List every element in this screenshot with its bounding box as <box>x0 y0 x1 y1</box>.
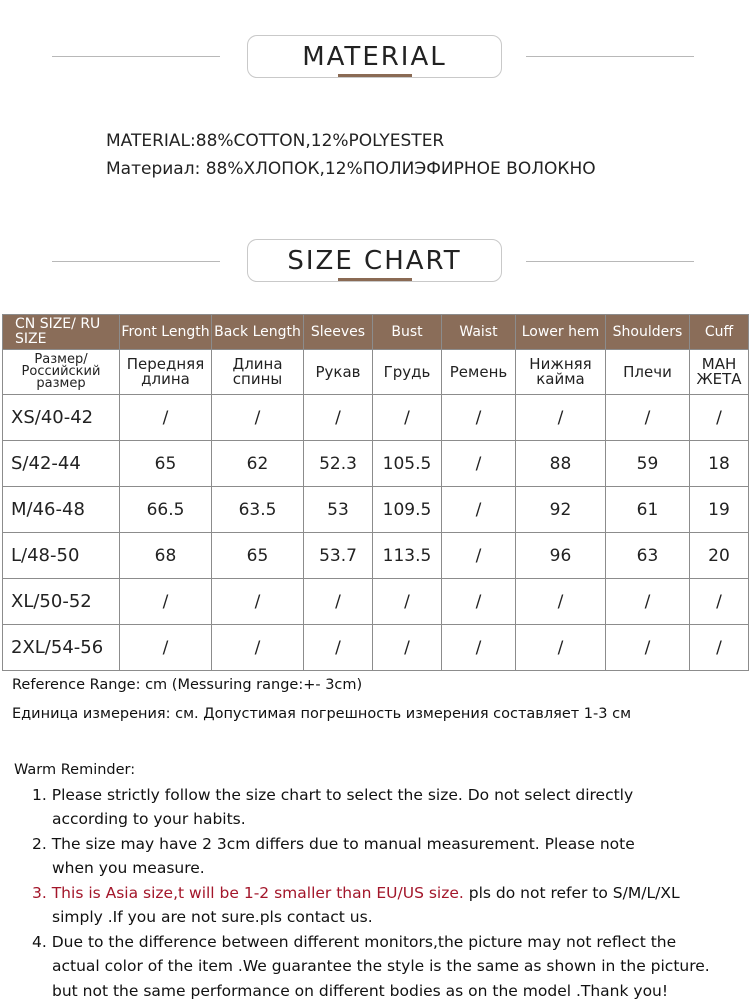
size-chart-heading-text: SIZE CHART <box>287 246 461 276</box>
table-cell: / <box>212 579 304 625</box>
table-cell: / <box>304 625 373 671</box>
table-cell: 68 <box>120 533 212 579</box>
size-chart-heading <box>247 239 502 282</box>
table-cell: 62 <box>212 441 304 487</box>
header-cell: Bust <box>373 315 442 350</box>
table-cell: / <box>516 579 606 625</box>
table-cell: / <box>442 533 516 579</box>
size-chart-table <box>2 314 749 671</box>
divider-left <box>52 56 220 57</box>
header-cell: Ремень <box>442 350 516 395</box>
reminder-item-3 <box>14 881 744 906</box>
table-cell: 113.5 <box>373 533 442 579</box>
table-cell: 92 <box>516 487 606 533</box>
size-cell: S/42-44 <box>3 441 120 487</box>
table-cell: 18 <box>690 441 749 487</box>
reminder-item-4: 4. Due to the difference between different monitors,the picture may not reflect the <box>14 930 744 955</box>
table-cell: 20 <box>690 533 749 579</box>
header-cell: Shoulders <box>606 315 690 350</box>
table-cell: 63.5 <box>212 487 304 533</box>
table-cell: / <box>120 395 212 441</box>
table-cell: 105.5 <box>373 441 442 487</box>
table-row <box>3 395 749 441</box>
reminder-item-1: 1. Please strictly follow the size chart to select the size. Do not select directly <box>14 783 744 808</box>
reminder-item-3-cont: simply .If you are not sure.pls contact us. <box>14 905 744 930</box>
header-cell: Front Length <box>120 315 212 350</box>
header-cell: Передняя длина <box>120 350 212 395</box>
table-cell: / <box>373 625 442 671</box>
reminder-item-4-cont: actual color of the item .We guarantee the style is the same as shown in the picture. <box>14 954 744 979</box>
table-cell: / <box>373 579 442 625</box>
table-cell: 109.5 <box>373 487 442 533</box>
header-cell: Cuff <box>690 315 749 350</box>
table-cell: 88 <box>516 441 606 487</box>
header-cell: CN SIZE/ RU SIZE <box>3 315 120 350</box>
header-row-en <box>3 315 749 350</box>
table-cell: 53 <box>304 487 373 533</box>
material-line-en: MATERIAL:88%COTTON,12%POLYESTER <box>106 131 444 151</box>
table-cell: / <box>212 395 304 441</box>
size-cell: XL/50-52 <box>3 579 120 625</box>
table-cell: 65 <box>212 533 304 579</box>
table-cell: / <box>442 625 516 671</box>
reminder-item-4-cont2: but not the same performance on different bodies as on the model .Thank you! <box>14 979 744 1003</box>
table-cell: 61 <box>606 487 690 533</box>
table-cell: / <box>373 395 442 441</box>
table-cell: 96 <box>516 533 606 579</box>
header-cell: МАН ЖЕТА <box>690 350 749 395</box>
size-cell: M/46-48 <box>3 487 120 533</box>
header-cell: Размер/ Российский размер <box>3 350 120 395</box>
table-cell: / <box>442 579 516 625</box>
table-row <box>3 625 749 671</box>
heading-underline <box>338 74 412 77</box>
reminder-item-1-cont: according to your habits. <box>14 807 744 832</box>
table-cell: / <box>606 395 690 441</box>
table-cell: / <box>212 625 304 671</box>
divider-left <box>52 261 220 262</box>
table-cell: / <box>690 579 749 625</box>
table-cell: 19 <box>690 487 749 533</box>
header-cell: Грудь <box>373 350 442 395</box>
table-cell: 53.7 <box>304 533 373 579</box>
heading-underline <box>338 278 412 281</box>
reminder-title: Warm Reminder: <box>14 758 744 783</box>
divider-right <box>526 56 694 57</box>
table-cell: / <box>606 579 690 625</box>
reminder-item-3-warning: 3. This is Asia size,t will be 1-2 smaller than EU/US size. <box>32 884 464 902</box>
table-cell: 59 <box>606 441 690 487</box>
header-cell: Плечи <box>606 350 690 395</box>
header-row-ru <box>3 350 749 395</box>
table-cell: / <box>442 395 516 441</box>
table-cell: 66.5 <box>120 487 212 533</box>
table-row <box>3 533 749 579</box>
size-cell: XS/40-42 <box>3 395 120 441</box>
table-cell: / <box>442 487 516 533</box>
table-cell: / <box>516 625 606 671</box>
warm-reminder <box>14 758 744 1003</box>
table-cell: 52.3 <box>304 441 373 487</box>
table-cell: / <box>606 625 690 671</box>
table-row <box>3 579 749 625</box>
table-cell: / <box>690 625 749 671</box>
table-row <box>3 441 749 487</box>
material-heading-text: MATERIAL <box>302 42 447 72</box>
table-cell: 65 <box>120 441 212 487</box>
table-cell: / <box>120 625 212 671</box>
header-cell: Длина спины <box>212 350 304 395</box>
table-cell: / <box>516 395 606 441</box>
table-row <box>3 487 749 533</box>
divider-right <box>526 261 694 262</box>
reminder-item-2: 2. The size may have 2 3cm differs due to manual measurement. Please note <box>14 832 744 857</box>
table-cell: / <box>304 579 373 625</box>
table-cell: / <box>120 579 212 625</box>
reference-range-ru: Единица измерения: см. Допустимая погрешность измерения составляет 1-3 см <box>12 706 631 722</box>
header-cell: Нижняя кайма <box>516 350 606 395</box>
table-cell: 63 <box>606 533 690 579</box>
table-cell: / <box>442 441 516 487</box>
header-cell: Рукав <box>304 350 373 395</box>
reference-range-en: Reference Range: cm (Messuring range:+- 3cm) <box>12 677 362 693</box>
material-line-ru: Материал: 88%ХЛОПОК,12%ПОЛИЭФИРНОЕ ВОЛОКНО <box>106 159 596 179</box>
header-cell: Back Length <box>212 315 304 350</box>
reminder-item-2-cont: when you measure. <box>14 856 744 881</box>
size-cell: L/48-50 <box>3 533 120 579</box>
material-heading <box>247 35 502 78</box>
size-cell: 2XL/54-56 <box>3 625 120 671</box>
table-cell: / <box>690 395 749 441</box>
header-cell: Sleeves <box>304 315 373 350</box>
table-cell: / <box>304 395 373 441</box>
header-cell: Waist <box>442 315 516 350</box>
reminder-item-3-rest: pls do not refer to S/M/L/XL <box>464 884 680 902</box>
header-cell: Lower hem <box>516 315 606 350</box>
